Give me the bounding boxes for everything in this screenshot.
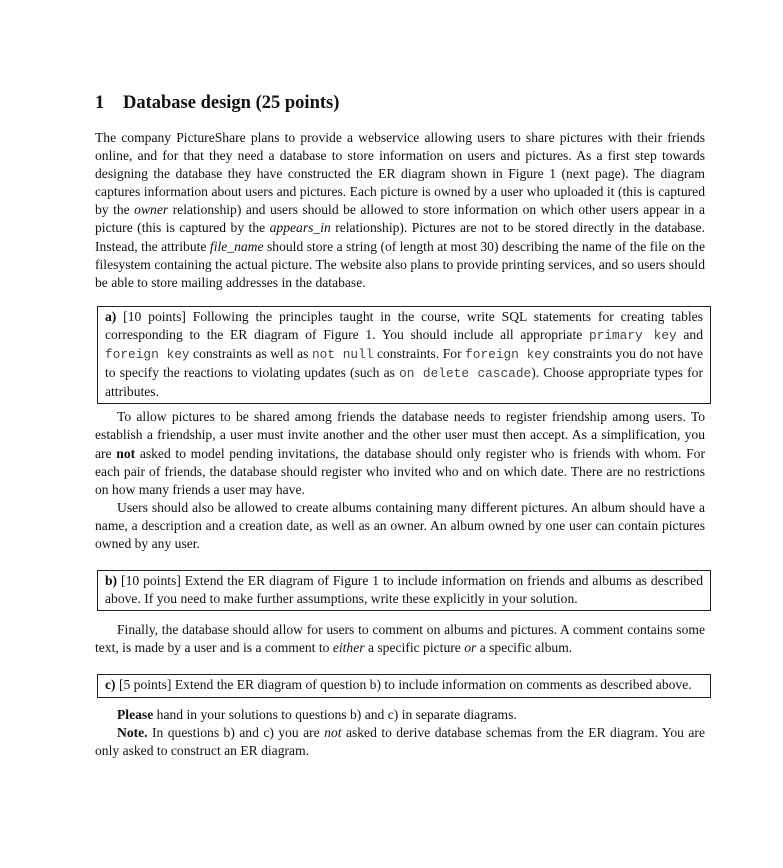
question-c-box xyxy=(97,674,711,697)
appears-in-term: appears_in xyxy=(269,220,331,236)
code-foreign-key: foreign key xyxy=(465,347,550,363)
comments-text: a specific album. xyxy=(476,640,573,656)
question-a-span: [10 points] Following the principles taught in the course, write SQL statements for creating tables corresponding to the ER diagram of Figure 1. You should include all appropriate xyxy=(105,308,703,342)
code-primary-key: primary key xyxy=(588,327,677,343)
question-a-span: ). Choose appropriate types for attributes. xyxy=(105,365,703,400)
question-b-label: b) xyxy=(105,573,118,589)
code-not-null: not null xyxy=(311,347,374,363)
intro-text: The company PictureShare plans to provide a webservice allowing users to share pictures with their friends online, and for that they need a database to store information on users and pictures. As a first step towards designing the database they have constructed the ER diagram shown in Figure 1 (next page). The diagram captures information about users and pictures. Each picture is owned by a user who uploaded it (this is captured by the xyxy=(95,130,705,218)
comments-text: Finally, the database should allow for users to comment on albums and pictures. A comment contains some text, is made by a user and is a comment to xyxy=(95,622,705,656)
intro-text: relationship). Pictures are not to be stored directly in the database. Instead, the attribute xyxy=(95,220,705,254)
section-heading xyxy=(95,92,705,114)
question-c-span: [5 points] Extend the ER diagram of question b) to include information on comments as described above. xyxy=(115,677,692,693)
emphasis-or: or xyxy=(464,640,477,656)
emphasis-not: not xyxy=(324,724,342,740)
note-text: In questions b) and c) you are xyxy=(147,724,325,740)
exam-page xyxy=(95,92,705,760)
question-b-text xyxy=(105,572,703,608)
comments-paragraph xyxy=(95,621,705,657)
note-text: asked to derive database schemas from the ER diagram. You are only asked to construct an ER diagram. xyxy=(95,724,705,758)
question-b-span: [10 points] Extend the ER diagram of Figure 1 to include information on friends and albums as described above. If you need to make further assumptions, write these explicitly in your solution. xyxy=(105,573,703,607)
friendship-text: To allow pictures to be shared among friends the database needs to register friendship among users. To establish a friendship, a user must invite another and the other user must then accept. As a simplification, you are xyxy=(95,409,705,461)
file-name-term: file_name xyxy=(209,238,264,254)
question-b-box xyxy=(97,570,711,611)
question-a-text xyxy=(105,308,703,401)
section-title: Database design (25 points) xyxy=(123,93,340,113)
please-label: Please xyxy=(117,706,154,722)
question-a-box xyxy=(97,306,711,404)
code-foreign-key: foreign key xyxy=(105,347,190,363)
intro-text: should store a string (of length at most 30) describing the name of the file on the filesystem containing the actual picture. The website also plans to provide printing services, and so users should be able to store mailing addresses in the database. xyxy=(95,238,705,290)
please-paragraph xyxy=(95,706,705,724)
question-a-span: constraints. For xyxy=(373,346,466,362)
question-c-text xyxy=(105,676,703,694)
question-a-span: constraints you do not have to specify the reactions to violating updates (such as xyxy=(105,346,703,381)
albums-paragraph: Users should also be allowed to create albums containing many different pictures. An album should have a name, a description and a creation date, as well as an owner. An album owned by one user can contain pictures owned by any user. xyxy=(95,499,705,551)
note-label: Note. xyxy=(117,724,148,740)
question-c-label: c) xyxy=(105,677,116,693)
friendship-text: asked to model pending invitations, the database should only register who is friends with whom. For each pair of friends, the database should register who invited who and on which date. There are no restrictions on how many friends a user may have. xyxy=(95,445,705,497)
intro-text: relationship) and users should be allowed to store information on which other users appear in a picture (this is captured by the xyxy=(95,202,705,236)
section-number: 1 xyxy=(95,93,105,113)
emphasis-not: not xyxy=(116,445,136,461)
question-a-span: and xyxy=(676,326,703,342)
intro-paragraph xyxy=(95,129,705,292)
emphasis-either: either xyxy=(332,640,365,656)
friendship-paragraph xyxy=(95,408,705,498)
question-a-label: a) xyxy=(105,308,117,324)
please-text: hand in your solutions to questions b) and c) in separate diagrams. xyxy=(153,706,517,722)
question-a-span: constraints as well as xyxy=(189,346,312,362)
owner-term: owner xyxy=(134,202,169,218)
code-on-delete-cascade: on delete cascade xyxy=(399,366,532,382)
comments-text: a specific picture xyxy=(364,640,465,656)
note-paragraph xyxy=(95,724,705,760)
